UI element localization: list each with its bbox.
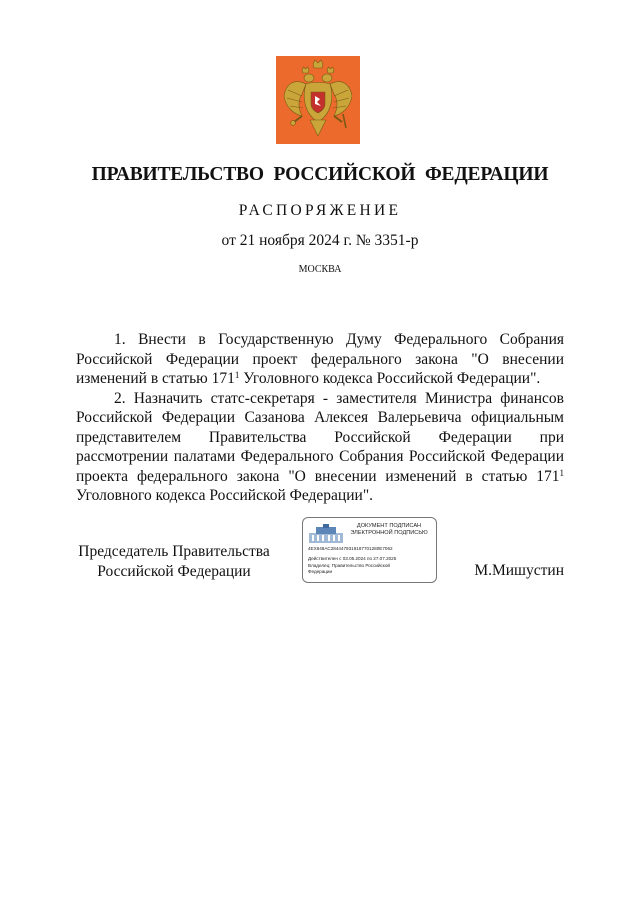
- document-type: РАСПОРЯЖЕНИЕ: [238, 202, 402, 219]
- signatory-position-line: Председатель Правительства: [78, 543, 270, 560]
- paragraph-1: [76, 330, 564, 389]
- document-date-number: от 21 ноября 2024 г. № 3351-р: [221, 232, 419, 249]
- stamp-owner-continued: Федерации: [308, 569, 333, 574]
- signatory-position-line: Российской Федерации: [97, 562, 251, 580]
- document-city: МОСКВА: [298, 264, 342, 275]
- stamp-title-line: ДОКУМЕНТ ПОДПИСАН: [356, 523, 422, 529]
- paragraph-2-text-end: Уголовного кодекса Российской Федерации".: [76, 487, 374, 504]
- stamp-title: [343, 523, 435, 537]
- government-building-icon: [308, 524, 344, 544]
- paragraph-2: [76, 389, 564, 506]
- double-headed-eagle-icon: [276, 56, 360, 144]
- government-title: ПРАВИТЕЛЬСТВО РОССИЙСКОЙ ФЕДЕРАЦИИ: [91, 164, 549, 185]
- paragraph-1-text-end: Уголовного кодекса Российской Федерации".: [239, 370, 541, 387]
- state-emblem: [276, 56, 360, 144]
- stamp-validity: Действителен с 03.05.2024 по 27.07.2025: [308, 556, 397, 561]
- article-superscript: 1: [234, 370, 240, 380]
- paragraph-2-text: 2. Назначить статс-секретаря - заместителя Министра финансов Российской Федерации Сазанова Алексея Валерьевича официальным представителем Правительства Российской Федерации при рассмотрении палатами Федерального Собрания Российской Федерации проекта федерального закона "О внесении изменений в статью 171: [76, 389, 564, 485]
- stamp-certificate: 4EX848AC2844479319187701280E7062: [308, 546, 393, 551]
- electronic-signature-stamp: [302, 517, 437, 583]
- signatory-name: М.Мишустин: [474, 562, 564, 579]
- paragraph-1-text: 1. Внести в Государственную Думу Федерального Собрания Российской Федерации проект федерального закона "О внесении изменений в статью 171: [76, 331, 564, 387]
- article-superscript: 1: [559, 467, 564, 478]
- signatory-position: [76, 542, 272, 581]
- document-body: [76, 330, 564, 506]
- stamp-title-line: ЭЛЕКТРОННОЙ ПОДПИСЬЮ: [350, 530, 428, 536]
- stamp-owner: Владелец: Правительство Российской: [308, 563, 390, 568]
